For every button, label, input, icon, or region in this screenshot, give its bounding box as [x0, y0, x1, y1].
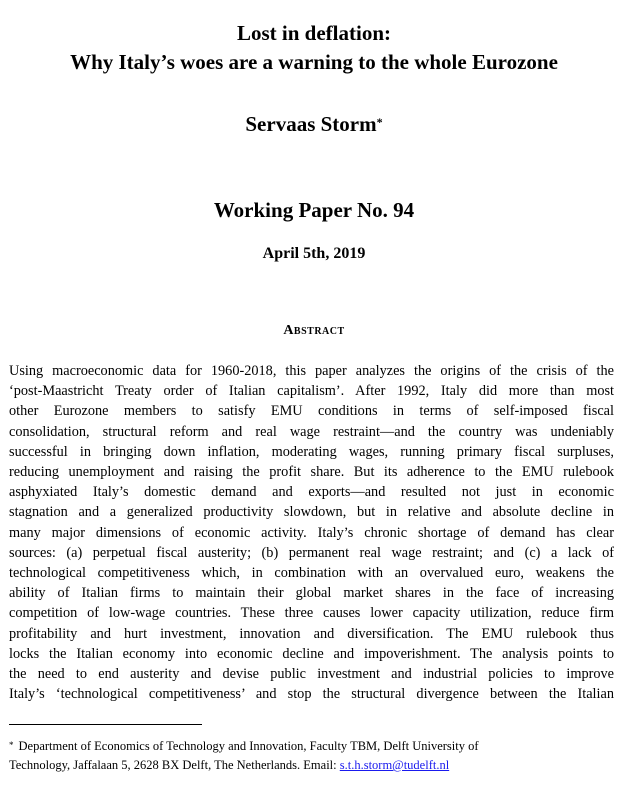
abstract-line: technological competitiveness which, in combination with an overvalued euro, weakens the [9, 565, 614, 582]
abstract-line: consolidation, structural reform and real wage restraint—and the country was undeniably [9, 423, 614, 440]
abstract-line: many major dimensions of economic activity. Italy’s chronic shortage of demand has clear [9, 524, 614, 541]
abstract-line: stagnation and a generalized productivity slowdown, but in relative and absolute decline in [9, 504, 614, 521]
publication-date: April 5th, 2019 [262, 245, 366, 262]
footnote-mark: * [9, 740, 14, 750]
footnote [9, 737, 609, 775]
abstract-line: sources: (a) perpetual fiscal austerity; (b) permanent real wage restraint; and (c) a lack of [9, 544, 614, 561]
abstract-line: asphyxiated Italy’s domestic demand and exports—and resulted not just in economic [9, 484, 614, 501]
abstract-line: profitability and hurt investment, innovation and diversification. The EMU rulebook thus [9, 625, 614, 642]
paper-title-line-1: Lost in deflation: [236, 21, 391, 45]
abstract-line: Italy’s ‘technological competitiveness’ and stop the structural divergence between the Italian [9, 686, 614, 703]
author [0, 111, 628, 137]
abstract-heading: Abstract [283, 323, 345, 338]
paper-title-line-2: Why Italy’s woes are a warning to the whole Eurozone [70, 50, 558, 74]
abstract-body [9, 361, 614, 704]
author-name: Servaas Storm [245, 112, 377, 136]
abstract-line: ‘post-Maastricht Treaty order of Italian capitalism’. After 1992, Italy did more than most [9, 383, 614, 400]
footnote-divider [9, 724, 202, 725]
footnote-affiliation: Department of Economics of Technology and Innovation, Faculty TBM, Delft University of [18, 739, 479, 753]
author-email-link[interactable]: s.t.h.storm@tudelft.nl [339, 758, 450, 772]
abstract-line: the need to end austerity and devise public investment and industrial policies to improve [9, 666, 614, 683]
abstract-line: ability of Italian firms to maintain their global market shares in the face of increasing [9, 585, 614, 602]
working-paper-number: Working Paper No. 94 [213, 198, 415, 222]
author-footnote-mark: * [376, 115, 383, 129]
abstract-line: reducing unemployment and raising the profit share. But its adherence to the EMU rulebook [9, 464, 614, 481]
abstract-line: successful in bringing down inflation, moderating wages, running primary fiscal surpluses, [9, 443, 614, 460]
abstract-line: Using macroeconomic data for 1960-2018, this paper analyzes the origins of the crisis of the [9, 363, 614, 379]
abstract-line: locks the Italian economy into economic decline and impoverishment. The analysis points to [9, 645, 614, 662]
footnote-address: Technology, Jaffalaan 5, 2628 BX Delft, The Netherlands. Email: [9, 758, 340, 772]
abstract-line: competition of low-wage countries. These three causes lower capacity utilization, reduce firm [9, 605, 614, 622]
abstract-line: other Eurozone members to satisfy EMU conditions in terms of self-imposed fiscal [9, 403, 614, 420]
